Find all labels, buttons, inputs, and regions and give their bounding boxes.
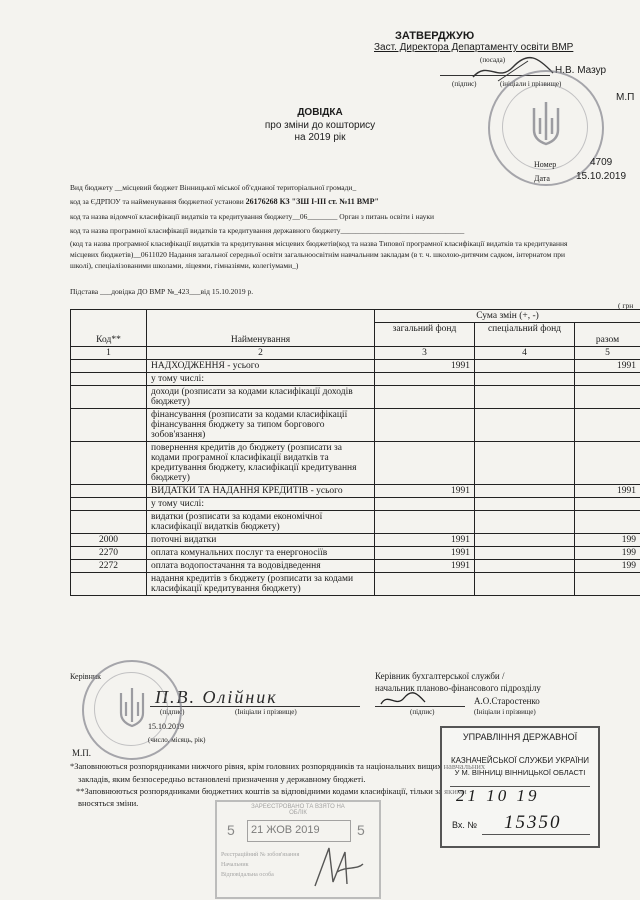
row-total: 1991 xyxy=(575,485,640,498)
row-name: НАДХОДЖЕННЯ - усього xyxy=(147,360,375,373)
row-special xyxy=(475,511,575,534)
treasury-line-3: У М. ВІННИЦІ ВІННИЦЬКОЇ ОБЛАСТІ xyxy=(454,768,586,777)
row-general xyxy=(375,511,475,534)
trident-icon xyxy=(114,686,150,732)
row-name: поточні видатки xyxy=(147,534,375,547)
col-number: 5 xyxy=(575,347,640,360)
basis-line: Підстава ___довідка ДО ВМР №_423___від 15.10.2019 р. xyxy=(70,287,254,296)
treasury-stamp xyxy=(440,726,600,848)
approval-position: Заст. Директора Департаменту освіти ВМР xyxy=(374,42,574,53)
row-code xyxy=(71,360,147,373)
row-total xyxy=(575,498,640,511)
edrpou-label: код за ЄДРПОУ та найменування бюджетної установи xyxy=(70,197,244,206)
row-total: 199 xyxy=(575,534,640,547)
treasury-date: 21 10 19 xyxy=(456,786,540,805)
treasury-in-number: 15350 xyxy=(504,812,562,833)
acc-name: А.О.Старостенко xyxy=(474,696,540,706)
row-code xyxy=(71,485,147,498)
header-general: загальний фонд xyxy=(375,323,475,347)
registered-line-2: Начальник xyxy=(221,862,249,868)
registered-date: 21 ЖОВ 2019 xyxy=(251,824,320,836)
row-general: 1991 xyxy=(375,485,475,498)
row-total xyxy=(575,409,640,442)
row-special xyxy=(475,547,575,560)
row-total: 199 xyxy=(575,560,640,573)
col-number: 4 xyxy=(475,347,575,360)
departmental-classification: код та назва відомчої класифікації видатків та кредитування бюджету__06________ Орган з питань освіти і науки xyxy=(70,212,434,221)
row-special xyxy=(475,442,575,485)
acc-sign-line xyxy=(375,706,465,707)
registered-title: ЗАРЕЄСТРОВАНО ТА ВЗЯТО НА ОБЛІК xyxy=(251,804,345,816)
row-name: фінансування (розписати за кодами класифікації фінансування бюджету за типом боргового зобов'язання) xyxy=(147,409,375,442)
row-special xyxy=(475,360,575,373)
treasury-line-1: УПРАВЛІННЯ ДЕРЖАВНОЇ xyxy=(462,732,578,742)
number-value: 4709 xyxy=(590,157,613,168)
row-name: доходи (розписати за кодами класифікації доходів бюджету) xyxy=(147,386,375,409)
table-row xyxy=(71,498,640,511)
head-sign-note: (підпис) xyxy=(160,708,185,716)
row-total xyxy=(575,511,640,534)
budget-type: Вид бюджету __місцевий бюджет Вінницької міської об'єднаної територіальної громади_ xyxy=(70,183,357,192)
header-name: Найменування xyxy=(147,310,375,347)
footnote-1a: *Заповнюються розпорядниками нижчого рівня, крім головних розпорядників та національних вищих навчальних xyxy=(70,761,486,771)
registered-signature xyxy=(307,842,367,892)
row-special xyxy=(475,386,575,409)
approval-signature-note: (підпис) xyxy=(452,80,477,88)
row-name: у тому числі: xyxy=(147,373,375,386)
row-name: видатки (розписати за кодами економічної класифікації видатків бюджету) xyxy=(147,511,375,534)
head-signature: П.В. Олійник xyxy=(155,687,278,707)
table-row xyxy=(71,386,640,409)
table-row xyxy=(71,442,640,485)
approval-position-note: (посада) xyxy=(480,56,506,64)
row-code xyxy=(71,386,147,409)
approval-name: Н.В. Мазур xyxy=(555,65,607,76)
row-general: 1991 xyxy=(375,360,475,373)
row-code: 2000 xyxy=(71,534,147,547)
document-subtitle: про зміни до кошторису xyxy=(264,120,376,131)
table-row xyxy=(71,573,640,596)
header-code: Код** xyxy=(71,310,147,347)
row-code xyxy=(71,442,147,485)
row-total: 1991 xyxy=(575,360,640,373)
acc-label-1: Керівник бухгалтерської служби / xyxy=(375,671,505,681)
date-value: 15.10.2019 xyxy=(576,171,627,182)
row-total xyxy=(575,442,640,485)
row-code xyxy=(71,573,147,596)
row-code xyxy=(71,511,147,534)
row-general xyxy=(375,386,475,409)
table-row xyxy=(71,560,640,573)
changes-table xyxy=(70,309,640,596)
approval-mp: М.П xyxy=(616,92,635,103)
edrpou-line xyxy=(70,197,379,206)
document-title: ДОВІДКА xyxy=(297,107,343,118)
table-row xyxy=(71,534,640,547)
row-special xyxy=(475,373,575,386)
acc-signature xyxy=(378,690,428,710)
row-name: ВИДАТКИ ТА НАДАННЯ КРЕДИТІВ - усього xyxy=(147,485,375,498)
row-general xyxy=(375,442,475,485)
row-total xyxy=(575,386,640,409)
footnote-2b: вносяться зміни. xyxy=(78,798,139,808)
currency-note: ( грн xyxy=(618,301,634,310)
col-number: 1 xyxy=(71,347,147,360)
footnote-1b: закладів, яким безпосередньо встановлені призначення у державному бюджеті. xyxy=(78,774,366,784)
table-body xyxy=(71,360,640,596)
mp-bottom: М.П. xyxy=(72,748,92,758)
registered-line-3: Відповідальна особа xyxy=(221,872,274,878)
acc-label-2: начальник планово-фінансового підрозділу xyxy=(375,683,541,693)
row-total xyxy=(575,573,640,596)
col-number: 2 xyxy=(147,347,375,360)
row-general: 1991 xyxy=(375,534,475,547)
table-row xyxy=(71,485,640,498)
number-label: Номер xyxy=(534,160,557,169)
row-special xyxy=(475,485,575,498)
row-special xyxy=(475,534,575,547)
header-sum-change: Сума змін (+, -) xyxy=(375,310,640,323)
approval-title: ЗАТВЕРДЖУЮ xyxy=(395,30,475,42)
date-signed: 15.10.2019 xyxy=(148,722,184,731)
row-code: 2270 xyxy=(71,547,147,560)
treasury-line-2: КАЗНАЧЕЙСЬКОЇ СЛУЖБИ УКРАЇНИ xyxy=(451,756,589,765)
date-label: Дата xyxy=(534,174,550,183)
table-row xyxy=(71,547,640,560)
row-general: 1991 xyxy=(375,560,475,573)
table-row xyxy=(71,511,640,534)
program-local-3: школі), спеціалізованими школами, ліцеями, гімназіями, колегіумами_) xyxy=(70,261,299,270)
row-name: у тому числі: xyxy=(147,498,375,511)
registered-right-num: 5 xyxy=(357,822,365,838)
acc-sign-note: (підпис) xyxy=(410,708,435,716)
row-general xyxy=(375,573,475,596)
registered-left-num: 5 xyxy=(227,822,235,838)
row-code xyxy=(71,373,147,386)
table-row xyxy=(71,360,640,373)
program-state: код та назва програмної класифікації видатків та кредитування державного бюджету_________________________________ xyxy=(70,226,465,235)
table-row xyxy=(71,409,640,442)
row-general: 1991 xyxy=(375,547,475,560)
row-code: 2272 xyxy=(71,560,147,573)
school-seal xyxy=(82,660,182,760)
row-total: 199 xyxy=(575,547,640,560)
row-name: повернення кредитів до бюджету (розписати за кодами програмної класифікації видатків та кредитування бюджету, класифікації кредитування бюджету) xyxy=(147,442,375,485)
row-special xyxy=(475,498,575,511)
footnote-2a: **Заповнюються розпорядниками бюджетних коштів за відповідними кодами класифікації, тільки за якими xyxy=(76,786,467,796)
row-general xyxy=(375,498,475,511)
registered-line-1: Реєстраційний № зобов'язання xyxy=(221,852,300,858)
approval-initials-note: (ініціали і прізвище) xyxy=(500,80,562,88)
row-total xyxy=(575,373,640,386)
date-note: (число, місяць, рік) xyxy=(148,736,206,744)
row-general xyxy=(375,409,475,442)
row-code xyxy=(71,498,147,511)
treasury-in-label: Вх. № xyxy=(452,820,478,830)
header-special: спеціальний фонд xyxy=(475,323,575,347)
edrpou-value: 26176268 КЗ "ЗШ І-ІІІ ст. №11 ВМР" xyxy=(245,197,379,206)
col-number: 3 xyxy=(375,347,475,360)
head-init-note: (Ініціали і прізвище) xyxy=(235,708,297,716)
row-code xyxy=(71,409,147,442)
row-name: надання кредитів з бюджету (розписати за кодами класифікації кредитування бюджету) xyxy=(147,573,375,596)
row-name: оплата комунальних послуг та енергоносіїв xyxy=(147,547,375,560)
header-total: разом xyxy=(575,323,640,347)
row-special xyxy=(475,409,575,442)
row-special xyxy=(475,560,575,573)
acc-init-note: (Ініціали і прізвище) xyxy=(474,708,536,716)
row-general xyxy=(375,373,475,386)
row-name: оплата водопостачання та водовідведення xyxy=(147,560,375,573)
registered-stamp xyxy=(215,800,381,899)
document-year: на 2019 рік xyxy=(294,132,346,143)
table-row xyxy=(71,373,640,386)
row-special xyxy=(475,573,575,596)
program-local-1: (код та назва програмної класифікації видатків та кредитування місцевих бюджетів(код та назва Типової програмної класифікації видатків та кредитування xyxy=(70,239,568,248)
head-label: Керівник xyxy=(70,672,102,681)
program-local-2: місцевих бюджетів)__0611020 Надання загальної середньої освіти загальноосвітнім навчальним закладам (в т. ч. школою-дитячим садком, інтернатом при xyxy=(70,250,566,259)
